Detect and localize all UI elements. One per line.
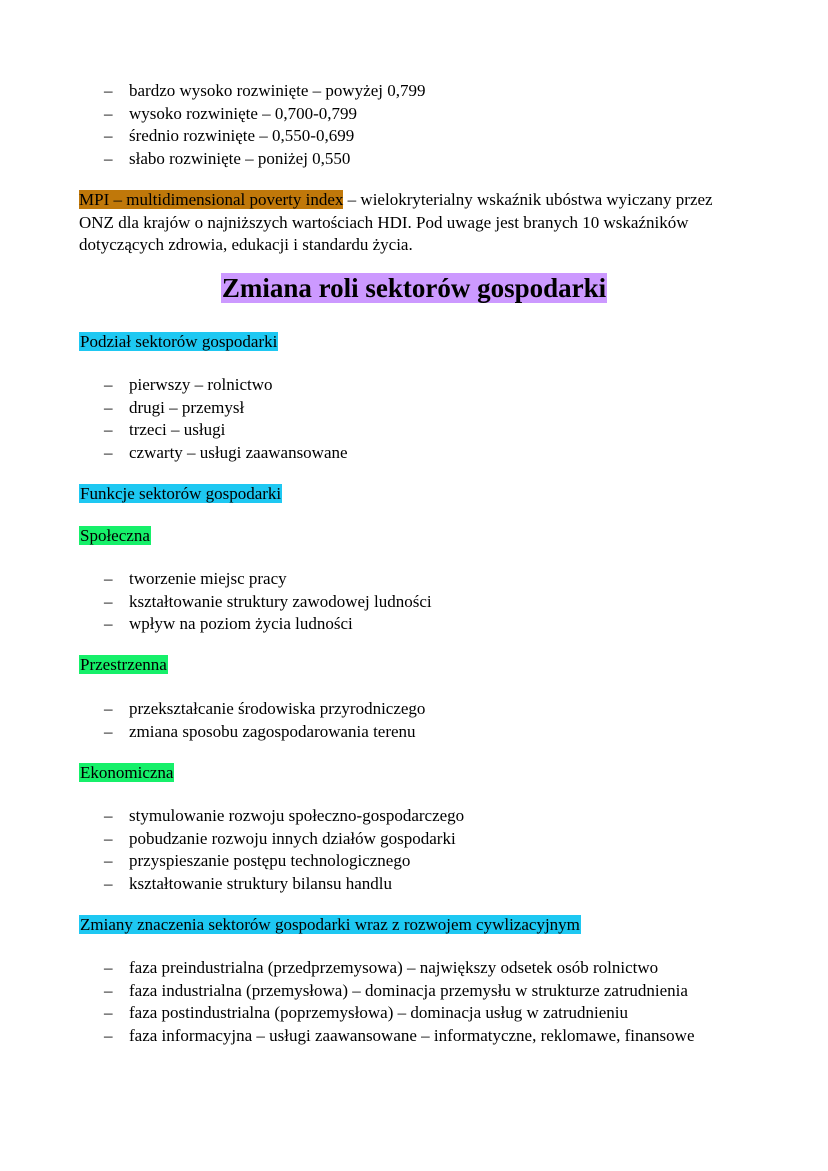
list-item: – faza industrialna (przemysłowa) – dominacja przemysłu w strukturze zatrudnienia	[104, 980, 695, 1003]
dash-bullet: –	[104, 980, 113, 1000]
dash-bullet: –	[104, 81, 113, 100]
subsection-heading-social: Społeczna	[80, 526, 150, 545]
dash-bullet: –	[104, 721, 113, 741]
dash-bullet: –	[104, 851, 113, 870]
sectors-list	[104, 374, 348, 464]
dash-bullet: –	[104, 873, 113, 893]
mpi-description: – wielokryterialny wskaźnik ubóstwa wyiczany przez ONZ dla krajów o najniższych wartościach HDI. Pod uwage jest branych 10 wskaźników dotyczących zdrowia, edukacji i standardu życia.	[79, 190, 713, 254]
section-heading-functions: Funkcje sektorów gospodarki	[80, 484, 282, 503]
dash-bullet: –	[104, 103, 113, 123]
list-item: – przyspieszanie postępu technologicznego	[104, 850, 464, 873]
list-item: – pierwszy – rolnictwo	[104, 374, 348, 397]
dash-bullet: –	[104, 958, 113, 977]
hdi-levels-list	[104, 80, 425, 170]
mpi-paragraph	[79, 189, 749, 257]
dash-bullet: –	[104, 1025, 113, 1045]
list-item: – czwarty – usługi zaawansowane	[104, 442, 348, 465]
changes-list	[104, 957, 695, 1047]
list-item: – faza postindustrialna (poprzemysłowa) – dominacja usług w zatrudnieniu	[104, 1002, 695, 1025]
list-item: – kształtowanie struktury bilansu handlu	[104, 873, 464, 896]
list-item: – wpływ na poziom życia ludności	[104, 613, 432, 636]
dash-bullet: –	[104, 420, 113, 439]
spatial-functions-list	[104, 698, 425, 743]
dash-bullet: –	[104, 591, 113, 611]
dash-bullet: –	[104, 397, 113, 417]
dash-bullet: –	[104, 806, 113, 825]
dash-bullet: –	[104, 1003, 113, 1022]
economic-functions-list	[104, 805, 464, 895]
list-item: – stymulowanie rozwoju społeczno-gospodarczego	[104, 805, 464, 828]
dash-bullet: –	[104, 126, 113, 145]
subsection-heading-economic: Ekonomiczna	[80, 763, 174, 782]
dash-bullet: –	[104, 614, 113, 633]
subsection-heading-spatial: Przestrzenna	[80, 655, 167, 674]
list-item: – słabo rozwinięte – poniżej 0,550	[104, 148, 425, 171]
list-item: – wysoko rozwinięte – 0,700-0,799	[104, 103, 425, 126]
list-item: – pobudzanie rozwoju innych działów gospodarki	[104, 828, 464, 851]
list-item: – trzeci – usługi	[104, 419, 348, 442]
list-item: – zmiana sposobu zagospodarowania terenu	[104, 721, 425, 744]
list-item: – tworzenie miejsc pracy	[104, 568, 432, 591]
dash-bullet: –	[104, 442, 113, 462]
page-title: Zmiana roli sektorów gospodarki	[221, 273, 607, 303]
list-item: – drugi – przemysł	[104, 397, 348, 420]
section-heading-sectors: Podział sektorów gospodarki	[80, 332, 278, 351]
list-item: – faza informacyjna – usługi zaawansowane – informatyczne, reklomawe, finansowe	[104, 1025, 695, 1048]
mpi-term: MPI – multidimensional poverty index	[79, 190, 344, 209]
list-item: – średnio rozwinięte – 0,550-0,699	[104, 125, 425, 148]
dash-bullet: –	[104, 699, 113, 718]
dash-bullet: –	[104, 569, 113, 588]
list-item: – przekształcanie środowiska przyrodniczego	[104, 698, 425, 721]
dash-bullet: –	[104, 375, 113, 394]
section-heading-changes: Zmiany znaczenia sektorów gospodarki wraz z rozwojem cywlizacyjnym	[80, 915, 580, 934]
dash-bullet: –	[104, 148, 113, 168]
list-item: – bardzo wysoko rozwinięte – powyżej 0,799	[104, 80, 425, 103]
dash-bullet: –	[104, 828, 113, 848]
list-item: – kształtowanie struktury zawodowej ludności	[104, 591, 432, 614]
social-functions-list	[104, 568, 432, 636]
list-item: – faza preindustrialna (przedprzemysowa) – największy odsetek osób rolnictwo	[104, 957, 695, 980]
